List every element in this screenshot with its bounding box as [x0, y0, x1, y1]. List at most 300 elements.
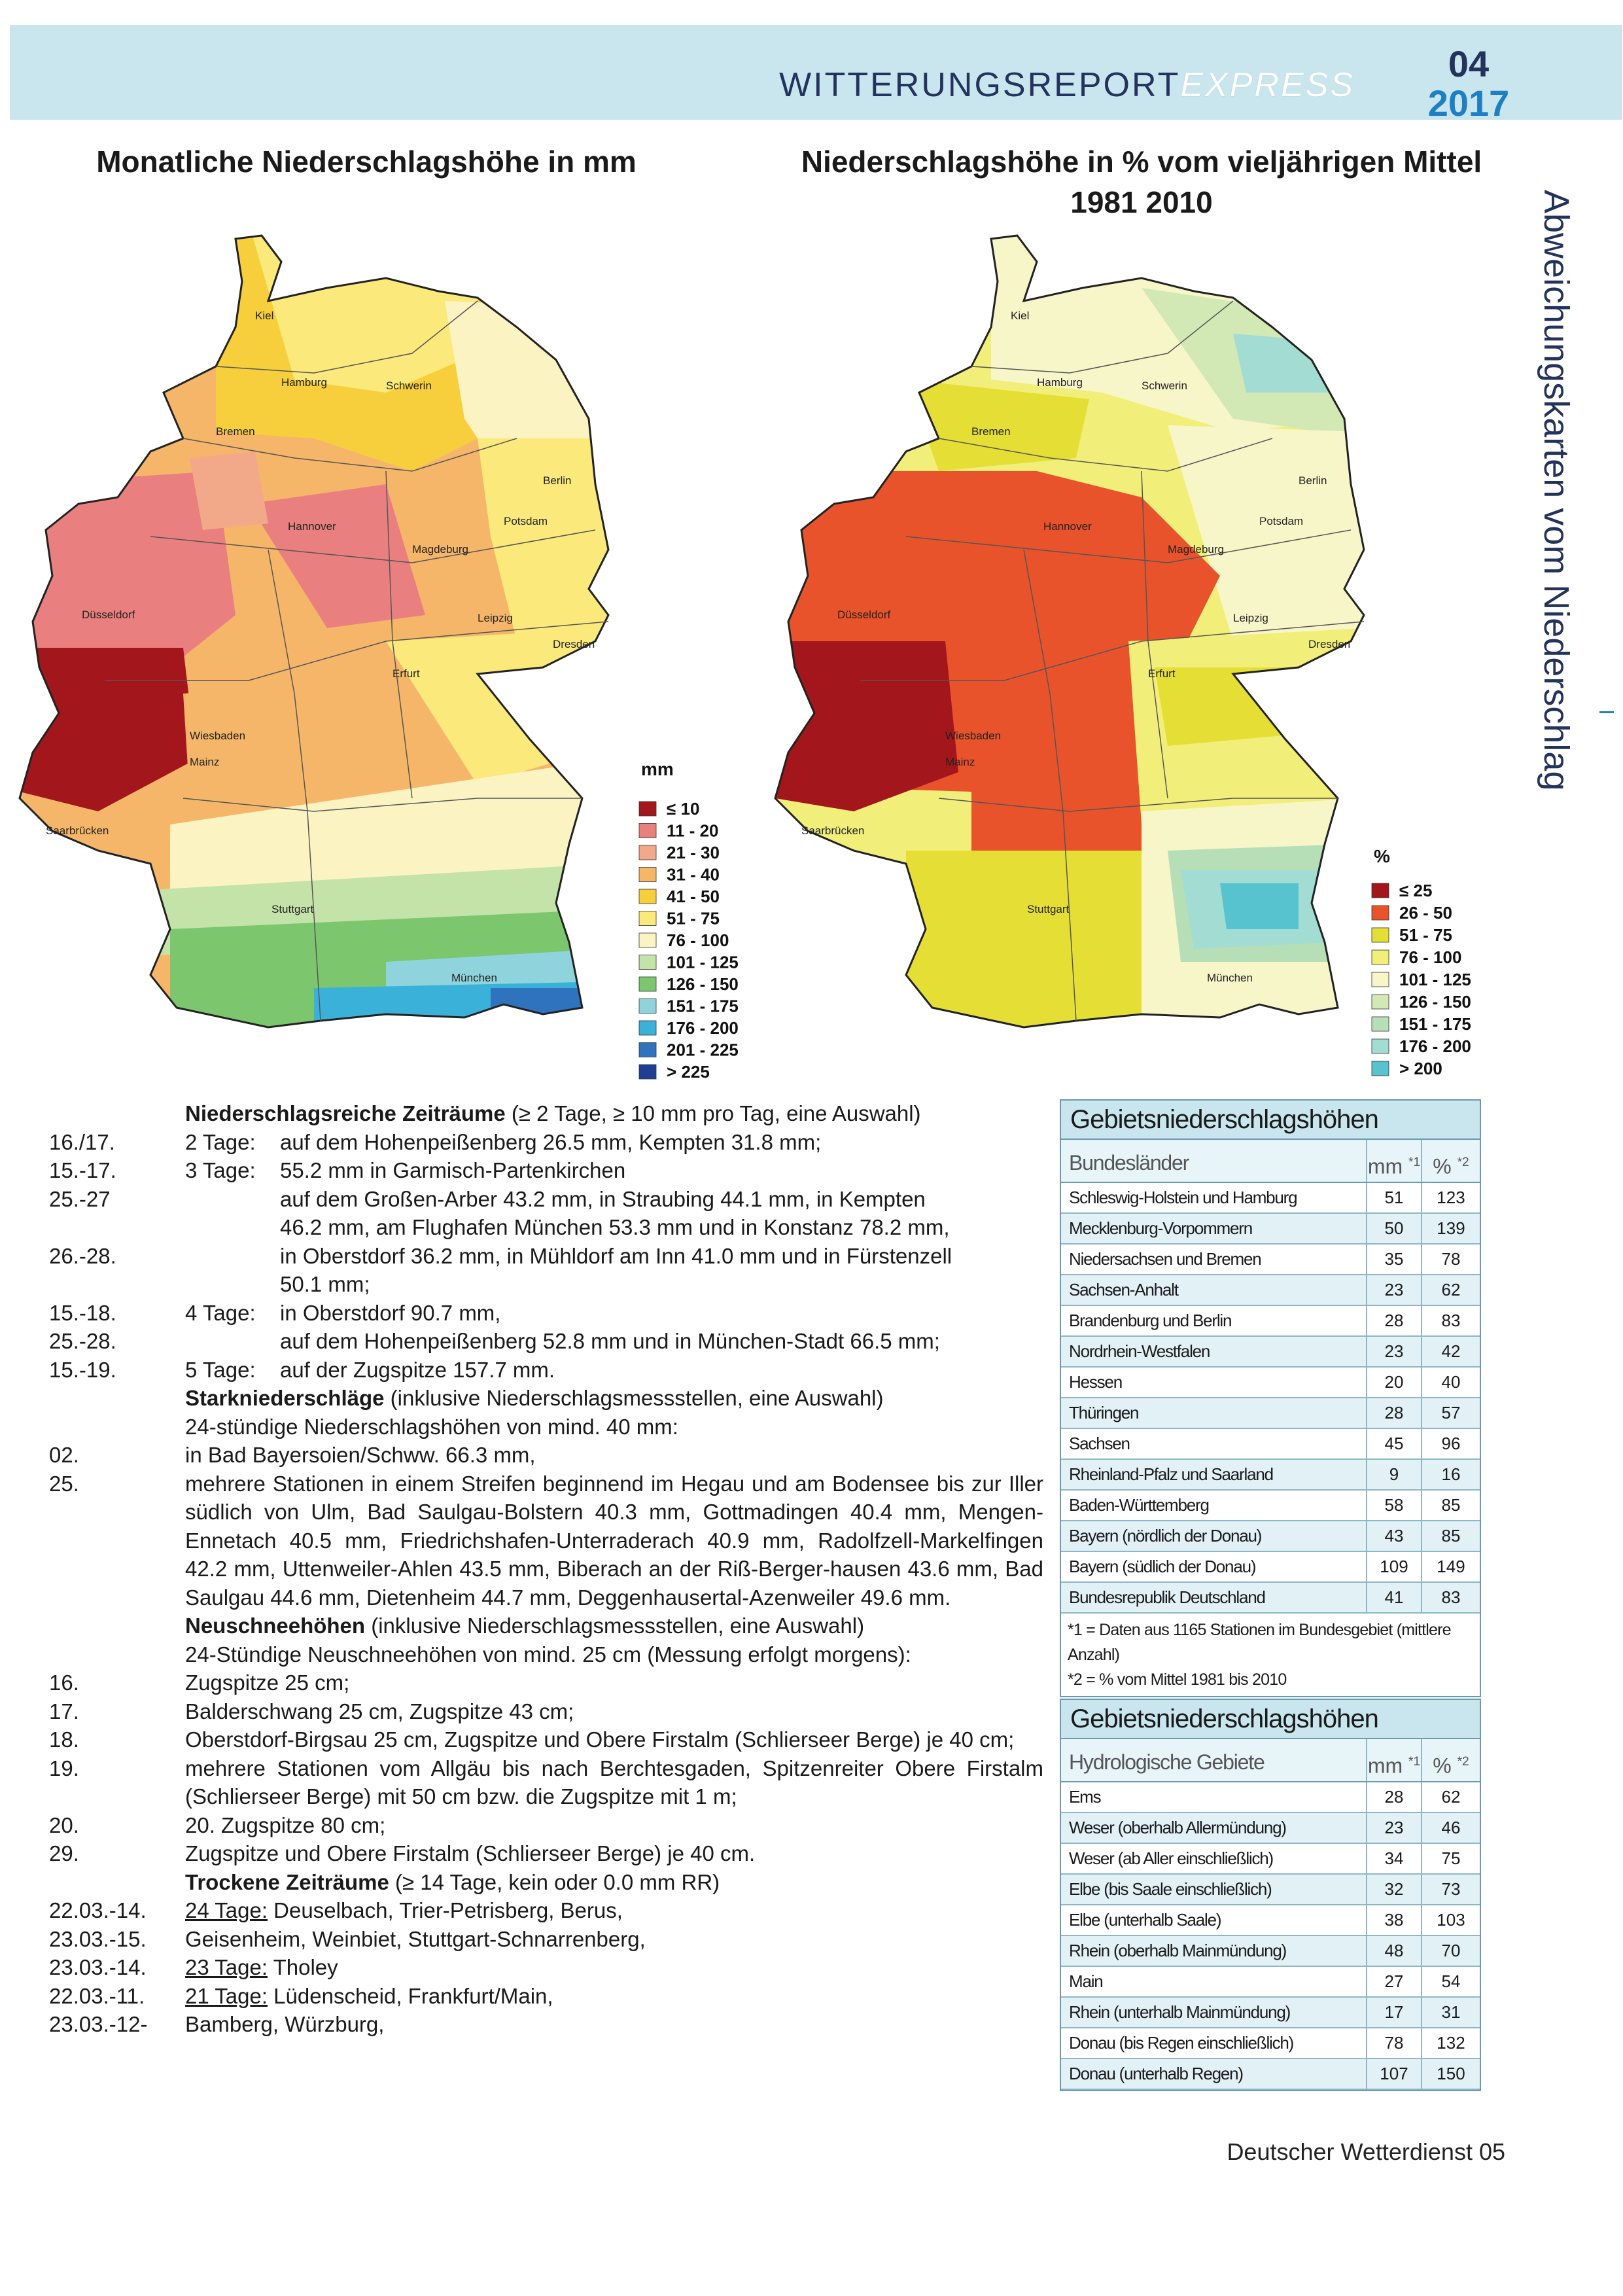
report-title-main: WITTERUNGSREPORT: [779, 66, 1181, 104]
section-snow-title: Neuschneehöhen: [185, 1614, 366, 1638]
entry-duration: 2 Tage:: [185, 1129, 256, 1154]
legend-swatch: [639, 955, 656, 970]
pct-cell: 70: [1421, 1936, 1480, 1966]
entry-date: 02.: [49, 1443, 79, 1467]
city-label-kiel: Kiel: [255, 309, 274, 322]
region-cell: Ems: [1069, 1787, 1101, 1807]
pct-cell: 73: [1421, 1875, 1480, 1904]
legend-swatch: [1372, 995, 1389, 1009]
table-header: [1061, 1739, 1480, 1782]
col-header-pct-footnote: *2: [1457, 1755, 1469, 1769]
legend-label: 31 - 40: [667, 864, 720, 885]
legend-label: 76 - 100: [1399, 947, 1462, 967]
report-entry: [49, 1896, 1043, 1925]
table-row: [1061, 1813, 1480, 1844]
col-header-pct-label: %: [1433, 1154, 1452, 1178]
pct-cell: 78: [1421, 1245, 1480, 1274]
legend-label: 176 - 200: [1399, 1036, 1471, 1056]
entry-duration: 5 Tage:: [185, 1357, 256, 1382]
table-row: [1061, 1398, 1480, 1429]
page-footer: Deutscher Wetterdienst 05: [1227, 2138, 1505, 2165]
city-label-hamburg: Hamburg: [281, 376, 327, 389]
legend-label: 101 - 125: [1399, 970, 1471, 989]
pct-cell: 123: [1421, 1183, 1480, 1212]
section-note: (inklusive Niederschlagsmessstellen, eine Auswahl): [384, 1386, 884, 1410]
city-label-dresden: Dresden: [553, 638, 595, 650]
pct-cell: 16: [1421, 1460, 1480, 1489]
report-entry: [49, 1441, 1043, 1470]
legend-swatch: [1372, 1061, 1389, 1076]
entry-date: 17.: [49, 1699, 79, 1723]
table-row: [1061, 1429, 1480, 1460]
legend-swatch: [639, 911, 656, 926]
pct-cell: 62: [1421, 1275, 1480, 1305]
table-row: [1061, 1552, 1480, 1583]
states-precip-table: [1060, 1099, 1481, 1697]
table-row: [1061, 1337, 1480, 1368]
entry-date: 16.: [49, 1670, 79, 1695]
table-row: [1061, 1491, 1480, 1521]
city-label-saarbruecken: Saarbrücken: [801, 824, 865, 837]
entry-date: 22.03.-14.: [49, 1898, 147, 1922]
entry-date: 23.03.-14.: [49, 1955, 147, 1979]
table-row: [1061, 1368, 1480, 1398]
region-cell: Bundesrepublik Deutschland: [1069, 1587, 1265, 1607]
region-cell: Weser (oberhalb Allermündung): [1069, 1818, 1286, 1837]
mm-cell: 50: [1366, 1214, 1421, 1243]
table-row: [1061, 1936, 1480, 1967]
table-footnotes: [1061, 1614, 1480, 1696]
mm-cell: 78: [1366, 2028, 1421, 2058]
pct-cell: 85: [1421, 1491, 1480, 1520]
legend-label: 101 - 125: [667, 952, 739, 972]
mm-cell: 28: [1366, 1782, 1421, 1812]
table-row: [1061, 1905, 1480, 1936]
entry-duration: 3 Tage:: [185, 1158, 256, 1182]
report-title: [779, 65, 1355, 105]
mm-cell: 51: [1366, 1183, 1421, 1212]
region-cell: Main: [1069, 1971, 1103, 1991]
side-marker: [1599, 711, 1614, 713]
city-label-berlin: Berlin: [1299, 474, 1327, 487]
legend-swatch: [639, 933, 656, 947]
table-row: [1061, 1245, 1480, 1275]
basins-precip-table: [1060, 1699, 1481, 2091]
region-cell: Donau (bis Regen einschließlich): [1069, 2033, 1294, 2053]
col-header-pct: [1421, 1140, 1480, 1182]
mm-cell: 9: [1366, 1460, 1421, 1489]
legend-swatch: [639, 802, 656, 816]
mm-cell: 20: [1366, 1368, 1421, 1397]
entry-text: Deuselbach, Trier-Petrisberg, Berus,: [268, 1898, 623, 1922]
footnote-2: *2 = % vom Mittel 1981 bis 2010: [1068, 1670, 1287, 1689]
pct-cell: 57: [1421, 1398, 1480, 1428]
legend-swatch: [1372, 906, 1389, 920]
report-text: [49, 1099, 1043, 2039]
table-row: [1061, 1460, 1480, 1491]
mm-cell: 32: [1366, 1875, 1421, 1904]
entry-text: auf der Zugspitze 157.7 mm.: [280, 1357, 555, 1382]
legend-label: 151 - 175: [1399, 1014, 1471, 1034]
entry-text: mehrere Stationen in einem Streifen beginnend im Hegau und am Bodensee bis zur Iller südlich von Ulm, Bad Saulgau-Bolstern 40.3 mm, Gottmadingen 40.4 mm, Mengen-Ennetach 40.5 mm, Friedrichshafen-Unterraderach 40.9 mm, Radolfzell-Markelfingen 42.2 mm, Uttenweiler-Ahlen 43.5 mm, Biberach an der Riß-Berger-hausen 43.6 mm, Bad Saulgau 44.6 mm, Dietenheim 44.7 mm, Deggenhausertal-Azenweiler 49.6 mm.: [185, 1471, 1043, 1610]
table-row: [1061, 1214, 1480, 1245]
side-label: [1531, 190, 1576, 811]
entry-text: Bamberg, Würzburg,: [185, 2012, 385, 2036]
entry-text: Lüdenscheid, Frankfurt/Main,: [268, 1983, 553, 2008]
entry-date: 16./17.: [49, 1129, 115, 1154]
legend-swatch: [1372, 1039, 1389, 1053]
legend-label: > 200: [1399, 1059, 1442, 1078]
mm-cell: 45: [1366, 1429, 1421, 1458]
pct-cell: 75: [1421, 1844, 1480, 1873]
map2-legend-unit: %: [1374, 846, 1390, 866]
city-label-hamburg: Hamburg: [1037, 376, 1083, 389]
pct-cell: 83: [1421, 1583, 1480, 1612]
city-label-wiesbaden: Wiesbaden: [190, 730, 246, 742]
section-note: (inklusive Niederschlagsmessstellen, eine Auswahl): [365, 1614, 865, 1638]
mm-cell: 23: [1366, 1337, 1421, 1366]
table-row: [1061, 2059, 1480, 2090]
pct-cell: 150: [1421, 2059, 1480, 2089]
legend-label: ≤ 10: [667, 799, 700, 819]
report-entry: [49, 1128, 1043, 1157]
region-cell: Niedersachsen und Bremen: [1069, 1249, 1261, 1269]
table-row: [1061, 1782, 1480, 1813]
legend-label: 201 - 225: [667, 1040, 739, 1060]
city-label-saarbruecken: Saarbrücken: [46, 824, 109, 837]
region-cell: Sachsen-Anhalt: [1069, 1280, 1178, 1299]
table-row: [1061, 1967, 1480, 1998]
entry-text: Balderschwang 25 cm, Zugspitze 43 cm;: [185, 1699, 574, 1723]
entry-text: 20. Zugspitze 80 cm;: [185, 1812, 386, 1837]
table-title: Gebietsniederschlagshöhen: [1061, 1700, 1480, 1739]
mm-cell: 41: [1366, 1583, 1421, 1612]
mm-cell: 17: [1366, 1998, 1421, 2027]
side-label-text: Abweichungskarten vom Niederschlag: [1537, 190, 1576, 791]
legend-swatch: [1372, 950, 1389, 964]
col-header-mm-label: mm: [1367, 1154, 1403, 1178]
city-label-kiel: Kiel: [1011, 309, 1030, 322]
entry-date: 26.-28.: [49, 1243, 116, 1268]
section-heavy-precip-title: Niederschlagsreiche Zeiträume: [185, 1101, 506, 1125]
city-label-magdeburg: Magdeburg: [1168, 543, 1225, 556]
mm-cell: 38: [1366, 1905, 1421, 1935]
entry-text: auf dem Hohenpeißenberg 52.8 mm und in München-Stadt 66.5 mm;: [280, 1329, 940, 1353]
city-label-magdeburg: Magdeburg: [412, 543, 469, 556]
report-entry: [49, 1925, 1043, 1954]
pct-cell: 139: [1421, 1214, 1480, 1243]
table-row: [1061, 1875, 1480, 1905]
mm-cell: 58: [1366, 1491, 1421, 1520]
entry-text: Zugspitze und Obere Firstalm (Schlierseer Berge) je 40 cm.: [185, 1841, 756, 1865]
map2-legend: [1372, 846, 1471, 1078]
region-cell: Elbe (unterhalb Saale): [1069, 1910, 1221, 1930]
report-entry: [49, 1669, 1043, 1697]
city-label-erfurt: Erfurt: [1148, 667, 1176, 680]
legend-swatch: [1372, 883, 1389, 898]
report-entry: [49, 1811, 1043, 1840]
city-label-bremen: Bremen: [971, 425, 1011, 438]
report-entry: [49, 2010, 1043, 2039]
section-note: (≥ 2 Tage, ≥ 10 mm pro Tag, eine Auswahl): [505, 1101, 921, 1125]
report-entry: [49, 1185, 1043, 1242]
entry-text: auf dem Großen-Arber 43.2 mm, in Straubing 44.1 mm, in Kempten: [280, 1186, 926, 1211]
region-cell: Nordrhein-Westfalen: [1069, 1341, 1210, 1361]
region-cell: Bayern (nördlich der Donau): [1069, 1526, 1262, 1545]
legend-swatch: [639, 868, 656, 882]
report-entry: [49, 1754, 1043, 1811]
pct-cell: 40: [1421, 1368, 1480, 1397]
report-entry: [49, 1327, 1043, 1356]
entry-date: 15.-19.: [49, 1357, 116, 1382]
region-cell: Rhein (oberhalb Mainmündung): [1069, 1941, 1287, 1960]
legend-swatch: [639, 1021, 656, 1035]
legend-label: 21 - 30: [667, 843, 720, 862]
legend-label: 41 - 50: [667, 887, 720, 906]
entry-text: 46.2 mm, am Flughafen München 53.3 mm und in Konstanz 78.2 mm,: [280, 1215, 950, 1239]
entry-date: 15.-17.: [49, 1158, 116, 1182]
region-cell: Rheinland-Pfalz und Saarland: [1069, 1464, 1273, 1484]
col-header-mm: [1366, 1140, 1421, 1182]
table-row: [1061, 1521, 1480, 1552]
issue-year: 2017: [1427, 82, 1510, 124]
entry-text: in Bad Bayersoien/Schww. 66.3 mm,: [185, 1443, 536, 1467]
region-cell: Rhein (unterhalb Mainmündung): [1069, 2002, 1291, 2022]
legend-swatch: [639, 999, 656, 1014]
city-label-potsdam: Potsdam: [504, 515, 548, 527]
section-subtitle: 24-Stündige Neuschneehöhen von mind. 25 cm (Messung erfolgt morgens):: [185, 1642, 911, 1667]
city-label-muenchen: München: [451, 972, 497, 984]
city-label-potsdam: Potsdam: [1259, 515, 1304, 527]
table-row: [1061, 1844, 1480, 1875]
map2-color-fields: [775, 222, 1456, 1060]
precip-mm-map: [20, 222, 739, 1082]
entry-text: 55.2 mm in Garmisch-Partenkirchen: [280, 1158, 626, 1182]
region-cell: Brandenburg und Berlin: [1069, 1311, 1232, 1330]
entry-duration: 24 Tage:: [185, 1898, 268, 1922]
report-entry: [49, 1470, 1043, 1612]
legend-swatch: [639, 1065, 656, 1079]
pct-cell: 96: [1421, 1429, 1480, 1458]
legend-label: 126 - 150: [1399, 992, 1471, 1012]
entry-duration: 4 Tage:: [185, 1300, 256, 1325]
entry-text: in Oberstdorf 90.7 mm,: [280, 1300, 501, 1325]
legend-swatch: [639, 1043, 656, 1057]
report-entry: [49, 1725, 1043, 1754]
legend-label: 51 - 75: [1399, 925, 1452, 945]
city-label-hannover: Hannover: [1043, 520, 1092, 533]
table-header: [1061, 1140, 1480, 1183]
entry-text: Zugspitze 25 cm;: [185, 1670, 350, 1695]
legend-label: > 225: [667, 1062, 710, 1082]
legend-label: 176 - 200: [667, 1018, 739, 1038]
legend-label: ≤ 25: [1399, 881, 1433, 900]
entry-date: 23.03.-15.: [49, 1926, 147, 1951]
map-left-title: Monatliche Niederschlagshöhe in mm: [96, 145, 637, 179]
pct-cell: 83: [1421, 1306, 1480, 1335]
entry-date: 25.-27: [49, 1186, 111, 1211]
entry-date: 25.-28.: [49, 1329, 116, 1353]
col-header-pct-label: %: [1433, 1754, 1452, 1778]
precip-pct-map: [775, 222, 1471, 1078]
legend-label: 151 - 175: [667, 996, 739, 1016]
mm-cell: 43: [1366, 1521, 1421, 1551]
col-header-pct-footnote: *2: [1457, 1156, 1469, 1169]
map1-legend: [639, 759, 739, 1082]
col-header-mm-label: mm: [1367, 1754, 1403, 1778]
entry-date: 29.: [49, 1841, 79, 1865]
mm-cell: 23: [1366, 1813, 1421, 1843]
table-row: [1061, 1306, 1480, 1337]
pct-cell: 54: [1421, 1967, 1480, 1996]
mm-cell: 34: [1366, 1844, 1421, 1873]
section-heavy-rain-title: Starkniederschläge: [185, 1386, 385, 1410]
report-entry: [49, 1299, 1043, 1328]
entry-date: 15.-18.: [49, 1300, 116, 1325]
city-label-mainz: Mainz: [190, 756, 220, 768]
pct-cell: 62: [1421, 1782, 1480, 1812]
table-row: [1061, 1998, 1480, 2028]
legend-label: 76 - 100: [667, 930, 729, 950]
entry-date: 22.03.-11.: [49, 1983, 145, 2008]
entry-text: Geisenheim, Weinbiet, Stuttgart-Schnarrenberg,: [185, 1926, 646, 1951]
map1-legend-unit: mm: [641, 759, 674, 779]
legend-swatch: [1372, 1017, 1389, 1031]
entry-date: 18.: [49, 1727, 79, 1752]
entry-date: 25.: [49, 1471, 79, 1496]
region-cell: Thüringen: [1069, 1403, 1139, 1422]
pct-cell: 149: [1421, 1552, 1480, 1581]
city-label-muenchen: München: [1207, 972, 1253, 984]
table-title: Gebietsniederschlagshöhen: [1061, 1101, 1480, 1140]
region-cell: Elbe (bis Saale einschließlich): [1069, 1879, 1272, 1899]
legend-label: 26 - 50: [1399, 903, 1452, 923]
report-entry: [49, 1839, 1043, 1868]
legend-swatch: [1372, 972, 1389, 987]
entry-duration: 23 Tage:: [185, 1955, 268, 1979]
entry-text: in Oberstdorf 36.2 mm, in Mühldorf am Inn 41.0 mm und in Fürstenzell: [280, 1243, 952, 1268]
pct-cell: 31: [1421, 1998, 1480, 2027]
table-body: [1061, 1183, 1480, 1614]
entry-text: 50.1 mm;: [280, 1272, 370, 1296]
col-header-region: Hydrologische Gebiete: [1069, 1750, 1265, 1774]
region-cell: Mecklenburg-Vorpommern: [1069, 1218, 1252, 1238]
city-label-berlin: Berlin: [543, 474, 572, 487]
city-label-stuttgart: Stuttgart: [1027, 903, 1070, 915]
legend-label: 11 - 20: [667, 821, 719, 841]
section-subtitle: 24-stündige Niederschlagshöhen von mind. 40 mm:: [185, 1414, 678, 1439]
region-cell: Weser (ab Aller einschließlich): [1069, 1848, 1273, 1868]
legend-swatch: [639, 845, 656, 860]
city-label-leipzig: Leipzig: [1233, 612, 1268, 624]
mm-cell: 28: [1366, 1398, 1421, 1428]
entry-duration: 21 Tage:: [185, 1983, 268, 2008]
mm-cell: 23: [1366, 1275, 1421, 1305]
mm-cell: 109: [1366, 1552, 1421, 1581]
pct-cell: 85: [1421, 1521, 1480, 1551]
mm-cell: 28: [1366, 1306, 1421, 1335]
region-cell: Donau (unterhalb Regen): [1069, 2064, 1243, 2083]
region-cell: Bayern (südlich der Donau): [1069, 1557, 1256, 1576]
map-right-title: [772, 141, 1511, 222]
region-cell: Baden-Württemberg: [1069, 1495, 1209, 1515]
map1-color-fields: [20, 222, 700, 1060]
table-row: [1061, 1275, 1480, 1306]
pct-cell: 132: [1421, 2028, 1480, 2058]
table-row: [1061, 1583, 1480, 1614]
map-right-title-line2: 1981 2010: [1070, 185, 1213, 219]
city-label-bremen: Bremen: [216, 425, 255, 438]
city-label-duesseldorf: Düsseldorf: [82, 609, 135, 621]
mm-cell: 48: [1366, 1936, 1421, 1966]
col-header-region: Bundesländer: [1069, 1151, 1189, 1174]
city-label-duesseldorf: Düsseldorf: [837, 609, 891, 621]
legend-label: 51 - 75: [667, 908, 720, 928]
legend-swatch: [639, 824, 656, 838]
region-cell: Schleswig-Holstein und Hamburg: [1069, 1188, 1297, 1207]
city-label-hannover: Hannover: [288, 520, 336, 533]
city-label-schwerin: Schwerin: [1142, 380, 1187, 392]
report-entry: [49, 1953, 1043, 1982]
entry-text: auf dem Hohenpeißenberg 26.5 mm, Kempten 31.8 mm;: [280, 1129, 822, 1154]
mm-cell: 107: [1366, 2059, 1421, 2089]
report-entry: [49, 1697, 1043, 1726]
entry-text: mehrere Stationen vom Allgäu bis nach Berchtesgaden, Spitzenreiter Obere Firstalm (Schlierseer Berge) mit 50 cm bzw. die Zugspitze mit 1 m;: [185, 1756, 1043, 1809]
city-label-erfurt: Erfurt: [393, 667, 420, 680]
report-entry: [49, 1356, 1043, 1385]
col-header-mm: [1366, 1739, 1421, 1781]
city-label-wiesbaden: Wiesbaden: [945, 730, 1002, 742]
col-header-mm-footnote: *1: [1408, 1755, 1421, 1769]
legend-label: 126 - 150: [667, 974, 739, 994]
pct-cell: 46: [1421, 1813, 1480, 1843]
table-row: [1061, 2028, 1480, 2059]
map-right-title-line1: Niederschlagshöhe in % vom vieljährigen Mittel: [801, 145, 1482, 179]
report-entry: [49, 1156, 1043, 1185]
table-row: [1061, 1183, 1480, 1214]
section-dry-title: Trockene Zeiträume: [185, 1869, 389, 1894]
report-title-accent: EXPRESS: [1180, 66, 1355, 104]
entry-date: 19.: [49, 1756, 79, 1780]
issue-number: 04: [1448, 43, 1490, 84]
pct-cell: 103: [1421, 1905, 1480, 1935]
col-header-mm-footnote: *1: [1408, 1156, 1421, 1169]
entry-text: Oberstdorf-Birgsau 25 cm, Zugspitze und Obere Firstalm (Schlierseer Berge) je 40 cm;: [185, 1727, 1015, 1752]
col-header-pct: [1421, 1739, 1480, 1781]
entry-date: 20.: [49, 1812, 79, 1837]
city-label-dresden: Dresden: [1308, 638, 1351, 650]
entry-text: Tholey: [268, 1955, 338, 1979]
mm-cell: 27: [1366, 1967, 1421, 1996]
region-cell: Hessen: [1069, 1372, 1122, 1392]
region-cell: Sachsen: [1069, 1434, 1130, 1453]
legend-swatch: [639, 977, 656, 991]
footnote-1: *1 = Daten aus 1165 Stationen im Bundesgebiet (mittlere Anzahl): [1068, 1621, 1451, 1664]
legend-swatch: [639, 889, 656, 904]
city-label-stuttgart: Stuttgart: [271, 903, 314, 915]
report-entry: [49, 1242, 1043, 1299]
legend-swatch: [1372, 928, 1389, 942]
pct-cell: 42: [1421, 1337, 1480, 1366]
table-body: [1061, 1782, 1480, 2090]
city-label-mainz: Mainz: [945, 756, 975, 768]
section-note: (≥ 14 Tage, kein oder 0.0 mm RR): [389, 1869, 720, 1894]
report-entry: [49, 1982, 1043, 2011]
city-label-schwerin: Schwerin: [386, 380, 432, 392]
entry-date: 23.03.-12-: [49, 2012, 148, 2036]
mm-cell: 35: [1366, 1245, 1421, 1274]
city-label-leipzig: Leipzig: [478, 612, 513, 624]
